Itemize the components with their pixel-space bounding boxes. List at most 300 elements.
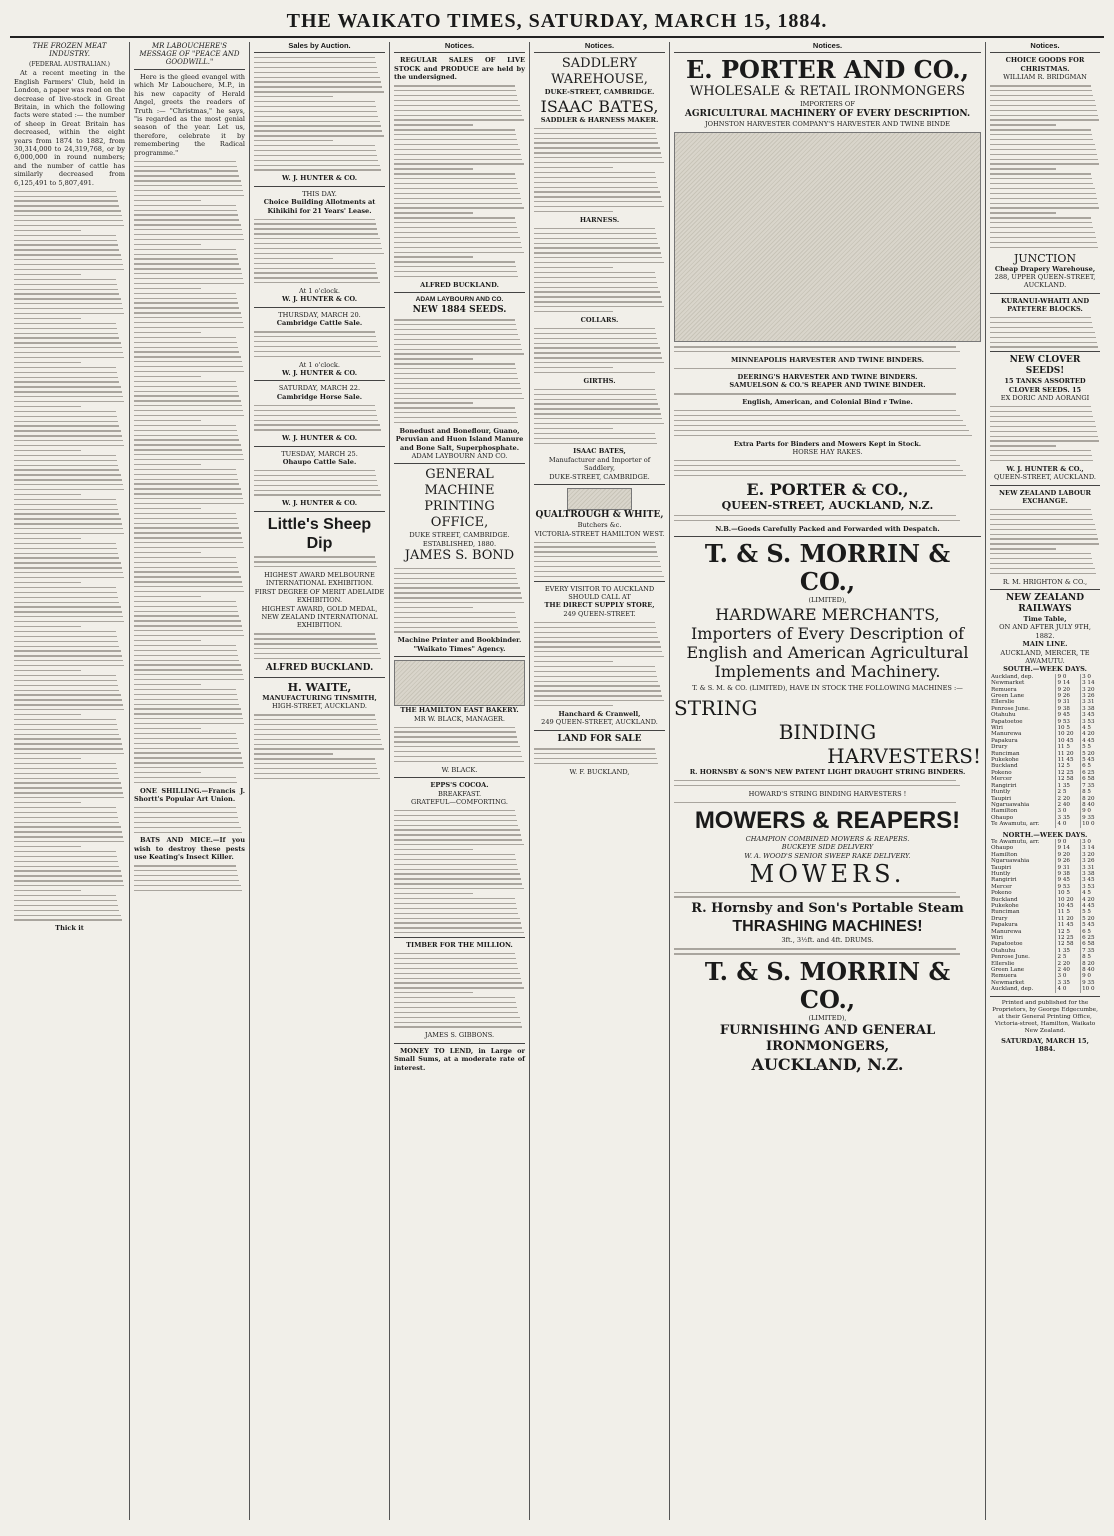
text-line [534,399,657,400]
auctioneer-name: W. J. HUNTER & CO. [281,499,358,508]
station-name: Taupiri [991,795,1012,802]
text-line [990,411,1092,412]
text-line [394,358,473,359]
text-line [394,627,518,628]
text-line [254,219,375,220]
text-line [534,685,660,686]
text-line [134,410,243,411]
time-cell: 12 25 [1056,770,1081,776]
text-line [674,953,960,954]
bakery-engraving [394,660,525,706]
text-line [134,200,201,201]
text-line [394,159,522,160]
time-cell: 11 45 [1056,757,1081,763]
text-line [14,724,117,725]
text-line [394,334,518,335]
timetable: Time Table, [1023,614,1067,623]
text-line [254,485,378,486]
text-line [990,445,1056,446]
porter-title: E. PORTER AND CO., [686,55,969,85]
text-line [394,617,516,618]
text-line [254,248,382,249]
text-line [394,982,522,983]
time-cell: 3 0 [1081,674,1100,680]
article-title: MR LABOUCHERE'S MESSAGE OF "PEACE AND GOODWILL." [139,42,240,66]
text-line [14,435,122,436]
direct-title: EVERY VISITOR TO AUCKLAND SHOULD CALL AT [544,584,655,602]
text-line [134,219,239,220]
text-line [394,622,517,623]
text-line [534,676,657,677]
text-line [394,869,518,870]
text-line [534,428,613,429]
time-cell: 3 20 [1081,852,1100,858]
collars-head: COLLARS. [580,315,619,324]
text-line [14,259,122,260]
text-line [14,386,121,387]
text-line [14,528,123,529]
sale-day: SATURDAY, MARCH 22. [278,384,361,393]
text-line [534,438,656,439]
minneapolis: MINNEAPOLIS HARVESTER AND TWINE BINDERS. [731,356,924,364]
text-line [134,890,242,891]
time-cell: 12 5 [1056,929,1081,935]
time-cell: 3 53 [1081,719,1100,725]
ad-text [534,328,665,373]
text-line [990,514,1092,515]
text-line [394,932,524,933]
time-cell: 9 53 [1056,719,1081,725]
text-line [990,124,1056,125]
text-line [394,207,524,208]
text-line [394,154,521,155]
text-line [674,425,966,426]
text-line [134,454,243,455]
text-line [134,459,244,460]
text-line [990,548,1056,549]
text-line [14,313,124,314]
text-line [14,778,119,779]
station-name: Runciman [991,909,1020,916]
text-line [394,242,521,243]
divider [394,937,525,938]
text-line [254,744,382,745]
time-cell: 12 58 [1056,776,1081,782]
station-name: Hamilton [991,851,1018,858]
text-line [14,553,118,554]
text-line [254,429,381,430]
text-line [394,849,473,850]
text-line [534,433,655,434]
text-line [394,402,473,403]
text-line [14,284,117,285]
time-cell: 3 26 [1081,858,1100,864]
text-line [14,303,122,304]
text-line [990,183,1093,184]
time-cell: 3 35 [1056,980,1081,986]
text-line [394,992,473,993]
text-line [990,237,1096,238]
text-line [394,398,524,399]
text-line [134,293,236,294]
article-source: (FEDERAL AUSTRALIAN.) [29,61,110,68]
ad-text [674,892,981,898]
column-6 [670,42,986,1520]
ad-text [394,953,525,1028]
text-line [990,217,1091,218]
station-name: Mercer [991,776,1012,783]
text-line [534,238,657,239]
text-line [990,168,1056,169]
text-line [990,529,1096,530]
column-5 [530,42,670,1520]
divider [674,536,981,537]
text-line [254,561,376,562]
text-line [14,690,119,691]
station-name: Auckland, dep. [991,673,1034,680]
manures: Bonedust and Boneflour, Guano, Peruvian and Huon Island Manure and Bone Salt, Superphosphate. [395,426,524,452]
girths-head: GIRTHS. [583,376,616,385]
text-line [990,426,1096,427]
time-cell: 3 0 [1056,808,1081,814]
text-line [14,822,119,823]
text-line [134,415,244,416]
text-line [14,699,122,700]
text-line [534,333,656,334]
text-line [134,205,236,206]
text-line [534,191,660,192]
howard: HOWARD'S STRING BINDING HARVESTERS ! [748,789,907,798]
time-cell: 3 0 [1081,839,1100,845]
divider [254,446,385,447]
text-line [134,699,238,700]
text-line [674,780,956,781]
text-line [254,263,375,264]
text-line [14,196,117,197]
text-line [394,388,521,389]
text-line [14,543,116,544]
divider [254,511,385,512]
text-line [534,233,656,234]
ad-text [394,85,525,277]
text-line [14,861,118,862]
ad-text [674,460,981,476]
text-line [990,90,1092,91]
text-line [134,420,201,421]
north-timetable [990,839,1100,993]
text-line [394,844,524,845]
station-name: Te Awamutu, arr. [991,821,1040,828]
text-line [990,173,1091,174]
text-line [14,289,118,290]
text-line [674,785,960,786]
text-line [394,592,521,593]
text-line [14,479,122,480]
text-line [14,636,117,637]
time-cell: 2 5 [1056,954,1081,960]
ad-text [674,948,981,954]
text-line [134,635,244,636]
text-line [990,163,1099,164]
text-line [394,898,515,899]
station-name: Green Lane [991,693,1025,700]
epps-sub: BREAKFAST. [437,789,482,798]
thrashing: THRASHING MACHINES! [732,918,923,936]
time-cell: 3 38 [1081,706,1100,712]
auctioneer-name: W. J. HUNTER & CO. [281,174,358,183]
time-cell: 3 0 [1056,973,1081,979]
time-cell: 3 38 [1081,871,1100,877]
timetable-row [990,986,1100,992]
time-cell: 9 14 [1056,680,1081,686]
text-line [14,817,118,818]
text-line [674,460,956,461]
text-line [254,77,380,78]
text-line [990,519,1093,520]
text-line [990,450,1091,451]
timetable-date: ON AND AFTER JULY 9TH, 1882. [999,623,1091,640]
text-line [254,67,377,68]
text-line [134,479,238,480]
text-line [254,410,376,411]
text-line [134,503,244,504]
bakery-sign: W. BLACK. [441,765,478,774]
text-line [134,552,201,553]
text-line [534,576,664,577]
station-name: Drury [991,744,1008,751]
text-line [534,443,657,444]
divider [254,186,385,187]
text-line [394,247,522,248]
text-line [534,338,657,339]
text-line [534,646,661,647]
champion: CHAMPION COMBINED MOWERS & REAPERS. [745,834,910,843]
text-line [14,538,81,539]
land-sign: W. F. BUCKLAND, [569,767,630,776]
time-cell: 12 25 [1056,935,1081,941]
text-line [254,130,382,131]
text-line [534,291,660,292]
text-line [134,782,237,783]
text-line [394,266,516,267]
text-line [14,900,117,901]
text-line [394,736,517,737]
extra-parts: Extra Parts for Binders and Mowers Kept in Stock. [733,439,922,448]
text-line [534,389,655,390]
article-end: Thick it [55,924,84,933]
text-line [394,953,515,954]
time-cell: 11 20 [1056,916,1081,922]
time-cell: 8 5 [1081,954,1100,960]
dip-award: HIGHEST AWARD MELBOURNE INTERNATIONAL EXHIBITION. [264,571,375,588]
saddlery-title: SADDLERY WAREHOUSE, [551,56,648,88]
text-line [394,227,517,228]
text-line [134,332,201,333]
text-line [394,349,522,350]
text-line [990,421,1095,422]
porter-street: QUEEN-STREET, AUCKLAND, N.Z. [721,498,934,512]
text-line [14,685,118,686]
article-lead: At a recent meeting in the English Farmers' Club, held in London, a paper was read on the decrease of live-stock in Great Britain, in which the following facts were stated :— the number of sheep in Great Britain has decreased, within the eight years from 1874 to 1882, from 30,314,000 to 24,319,768, or by 6,000,000 in round numbers; and the number of cattle has similarly decreased from 6,125,491 to 5,807,491. [14,69,125,187]
text-line [134,586,243,587]
text-line [254,633,375,634]
text-line [534,408,660,409]
hunter: W. J. HUNTER & CO., [1006,464,1084,473]
porter-importers: IMPORTERS OF [800,100,855,109]
morrin-ltd-2: (LIMITED), [808,1014,847,1023]
text-line [134,723,244,724]
text-line [254,658,381,659]
text-line [534,157,662,158]
text-line [394,1012,518,1013]
text-line [134,669,242,670]
instock: T. & S. M. & CO. (LIMITED), HAVE IN STOCK THE FOLLOWING MACHINES :— [692,683,963,692]
time-cell: 9 0 [1056,839,1081,845]
text-line [134,347,238,348]
station-name: Ohaupo [991,845,1014,852]
porter-sub: WHOLESALE & RETAIL IRONMONGERS [689,84,966,100]
text-line [14,308,123,309]
notice-art-union: ONE SHILLING.—Francis J. Shortt's Popular Art Union. [134,786,245,804]
text-line [990,524,1095,525]
text-line [14,675,116,676]
deering: DEERING'S HARVESTER AND TWINE BINDERS. [737,372,918,381]
text-line [534,632,657,633]
text-line [394,573,516,574]
text-line [254,62,376,63]
text-line [14,626,81,627]
text-line [534,352,661,353]
time-cell: 12 58 [1056,941,1081,947]
text-line [134,591,244,592]
text-line [394,612,515,613]
text-line [394,178,516,179]
text-line [534,681,658,682]
time-cell: 6 5 [1081,929,1100,935]
mowers-reapers: MOWERS & REAPERS! [694,806,961,834]
text-line [394,193,520,194]
text-line [134,278,243,279]
text-line [14,337,119,338]
station-name: Ellerslie [991,960,1015,967]
land-title: LAND FOR SALE [557,733,642,744]
text-line [534,343,658,344]
text-line [394,149,520,150]
text-line [990,227,1093,228]
text-line [254,734,380,735]
time-cell: 9 0 [1081,973,1100,979]
column-1 [10,42,130,1520]
ad-text [254,331,385,357]
text-line [990,568,1095,569]
text-line [394,344,521,345]
text-line [534,272,655,273]
text-line [534,542,655,543]
text-line [254,758,375,759]
ad-text [254,405,385,431]
text-line [134,229,242,230]
time-cell: 10 0 [1081,821,1100,827]
text-line [134,752,241,753]
text-line [534,561,660,562]
text-line [534,257,662,258]
text-line [134,395,239,396]
station-name: Huntly [991,870,1011,877]
text-line [14,518,121,519]
time-cell: 9 38 [1056,706,1081,712]
text-line [134,170,238,171]
text-line [394,859,516,860]
text-line [394,339,520,340]
text-line [14,910,119,911]
text-line [14,729,118,730]
ad-text [534,622,665,706]
station-name: Hamilton [991,808,1018,815]
bond-sub: Machine Printer and Bookbinder. [397,636,522,645]
ad-text [534,128,665,212]
text-line [14,244,118,245]
text-line [254,258,333,259]
station-name: Pukekohe [991,903,1019,910]
text-line [674,430,969,431]
time-cell: 9 31 [1056,865,1081,871]
text-line [990,543,1099,544]
text-line [394,353,524,354]
text-line [990,558,1092,559]
time-cell: 9 35 [1081,980,1100,986]
text-line [534,372,655,373]
text-line [394,373,517,374]
porter-machinery: AGRICULTURAL MACHINERY OF EVERY DESCRIPTION. [684,108,971,119]
text-line [394,271,517,272]
text-line [14,846,81,847]
text-line [134,743,238,744]
text-line [254,86,382,87]
railways: NEW ZEALAND RAILWAYS [1005,592,1085,614]
text-line [394,1002,516,1003]
text-line [394,1017,520,1018]
dip-award: HIGHEST AWARD, GOLD MEDAL, NEW ZEALAND INTERNATIONAL EXHIBITION. [261,604,378,630]
text-line [394,363,515,364]
text-line [14,357,124,358]
junction-address: 288, UPPER QUEEN-STREET, AUCKLAND. [994,272,1096,290]
text-line [134,664,241,665]
text-line [14,367,116,368]
text-line [14,391,122,392]
text-line [14,264,123,265]
text-line [14,621,124,622]
text-line [134,527,239,528]
text-line [14,802,81,803]
text-line [14,416,117,417]
text-line [394,746,520,747]
text-line [134,464,201,465]
text-line [14,650,121,651]
text-line [394,727,515,728]
text-line [14,484,123,485]
text-line [254,140,333,141]
text-line [14,641,118,642]
text-line [990,538,1098,539]
station-name: Runciman [991,750,1020,757]
time-cell: 6 5 [1081,763,1100,769]
text-line [134,880,239,881]
text-line [534,357,662,358]
dip-agent: ALFRED BUCKLAND. [265,662,374,673]
station-name: Buckland [991,896,1018,903]
text-line [134,537,242,538]
text-line [394,978,521,979]
